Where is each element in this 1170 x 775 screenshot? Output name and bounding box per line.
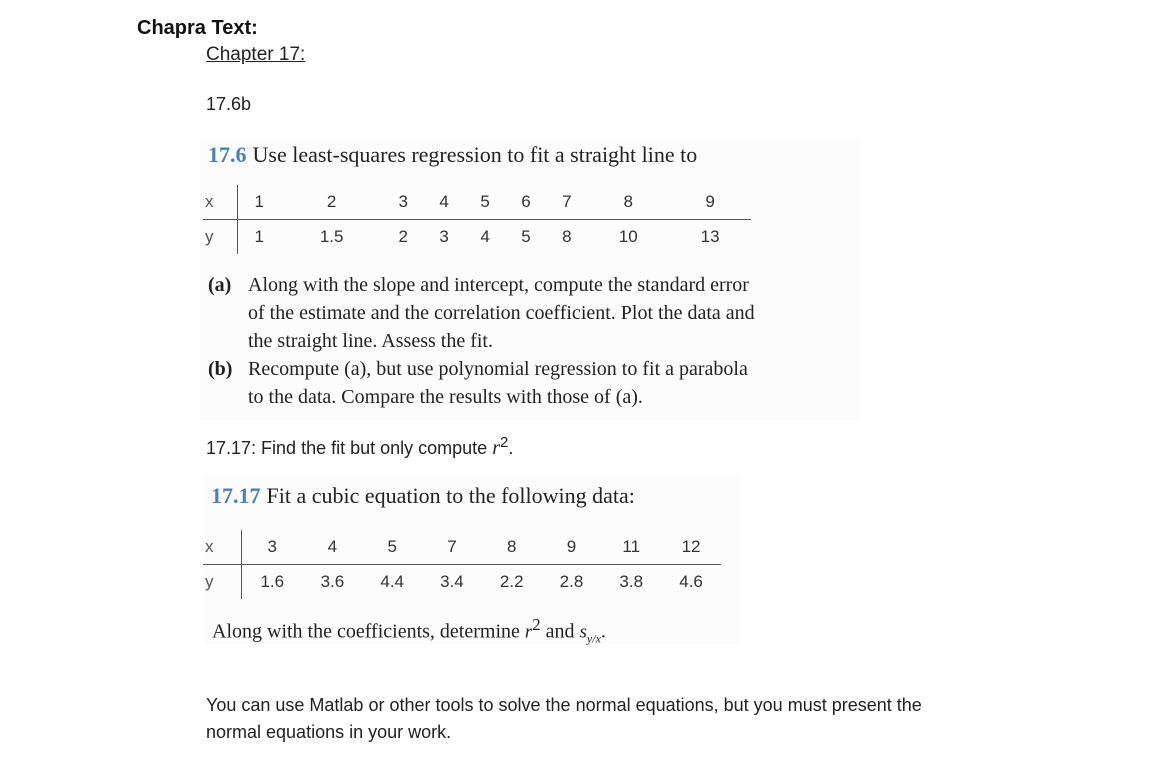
x-cell: 2 (281, 185, 383, 220)
y-cell: 5 (521, 227, 531, 246)
y-cell: 3.4 (440, 572, 464, 591)
x-cell: 8 (587, 185, 669, 220)
x-cell: 7 (422, 530, 482, 565)
y-cell: 3 (439, 227, 449, 246)
x-cell: 9 (542, 530, 602, 565)
table-row-x (203, 185, 751, 220)
instruction-end: . (600, 620, 606, 643)
y-label: y (203, 220, 238, 255)
x-label: x (203, 185, 238, 220)
x-cell: 6 (506, 185, 547, 220)
y-cell: 3.6 (320, 572, 345, 591)
y-cell: 2.2 (499, 572, 524, 591)
s-subscript: y/x (586, 631, 601, 646)
page-heading: Chapra Text: (137, 17, 258, 39)
x-cell: 5 (465, 185, 506, 220)
x-cell: 3 (383, 185, 424, 220)
part-a-line: of the estimate and the correlation coefficient. Plot the data and (248, 302, 755, 324)
x-cell: 3 (242, 530, 303, 565)
problem-17-17-instruction (212, 615, 606, 647)
part-b-label: (b) (208, 358, 233, 380)
problem-text: Fit a cubic equation to the following data: (266, 483, 635, 508)
chapter-title: Chapter 17: (206, 44, 306, 65)
r-symbol: r (524, 621, 533, 643)
data-table-17-6 (203, 185, 751, 254)
y-cell: 8 (562, 227, 572, 246)
part-a-line: Along with the slope and intercept, compute the standard error (248, 274, 749, 296)
instruction-text: Along with the coefficients, determine (212, 620, 520, 643)
part-b (208, 355, 808, 411)
y-cell: 4.4 (380, 572, 404, 591)
x-cell: 12 (661, 530, 721, 565)
table-row-y (203, 565, 721, 600)
y-cell: 10 (618, 227, 638, 246)
y-cell: 1.5 (319, 227, 344, 246)
problem-reference-1: 17.6b (206, 94, 252, 114)
y-label: y (203, 565, 242, 600)
part-b-line: to the data. Compare the results with those of (a). (248, 386, 643, 408)
x-cell: 9 (669, 185, 751, 220)
part-a-label: (a) (208, 274, 232, 296)
table-row-x (203, 530, 721, 565)
problem-17-6-statement (208, 142, 697, 168)
r-symbol: r (492, 437, 500, 459)
y-cell: 3.8 (619, 572, 644, 591)
and-text: and (545, 620, 575, 643)
x-cell: 11 (601, 530, 661, 565)
x-cell: 4 (424, 185, 465, 220)
table-row-y (203, 220, 751, 255)
y-cell: 4.6 (679, 572, 703, 591)
s-symbol: s (579, 621, 587, 643)
problem-number: 17.6 (208, 142, 247, 167)
y-cell: 13 (700, 227, 720, 246)
data-table-17-17 (203, 530, 721, 599)
x-cell: 8 (482, 530, 542, 565)
reference-text: 17.17: Find the fit but only compute (206, 438, 488, 458)
x-cell: 5 (362, 530, 422, 565)
part-a-line: the straight line. Assess the fit. (248, 330, 493, 352)
reference-end: . (508, 438, 514, 458)
r-superscript: 2 (499, 434, 509, 451)
problem-text: Use least-squares regression to fit a straight line to (252, 142, 698, 167)
problem-number: 17.17 (211, 483, 261, 508)
x-cell: 7 (546, 185, 587, 220)
note-line: normal equations in your work. (206, 722, 452, 742)
instructions-note (206, 692, 1006, 746)
y-cell: 2.8 (559, 572, 584, 591)
x-cell: 4 (303, 530, 363, 565)
part-b-line: Recompute (a), but use polynomial regression to fit a parabola (248, 358, 748, 380)
y-cell: 2 (398, 227, 408, 246)
y-cell: 1 (254, 227, 265, 246)
x-label: x (203, 530, 242, 565)
x-cell: 1 (238, 185, 281, 220)
part-a (208, 271, 808, 355)
y-cell: 1.6 (260, 572, 285, 591)
r-superscript: 2 (532, 615, 541, 634)
y-cell: 4 (480, 227, 490, 246)
problem-17-17-statement (211, 483, 635, 509)
problem-reference-2 (206, 434, 513, 460)
note-line: You can use Matlab or other tools to solve the normal equations, but you must present the (206, 695, 922, 715)
